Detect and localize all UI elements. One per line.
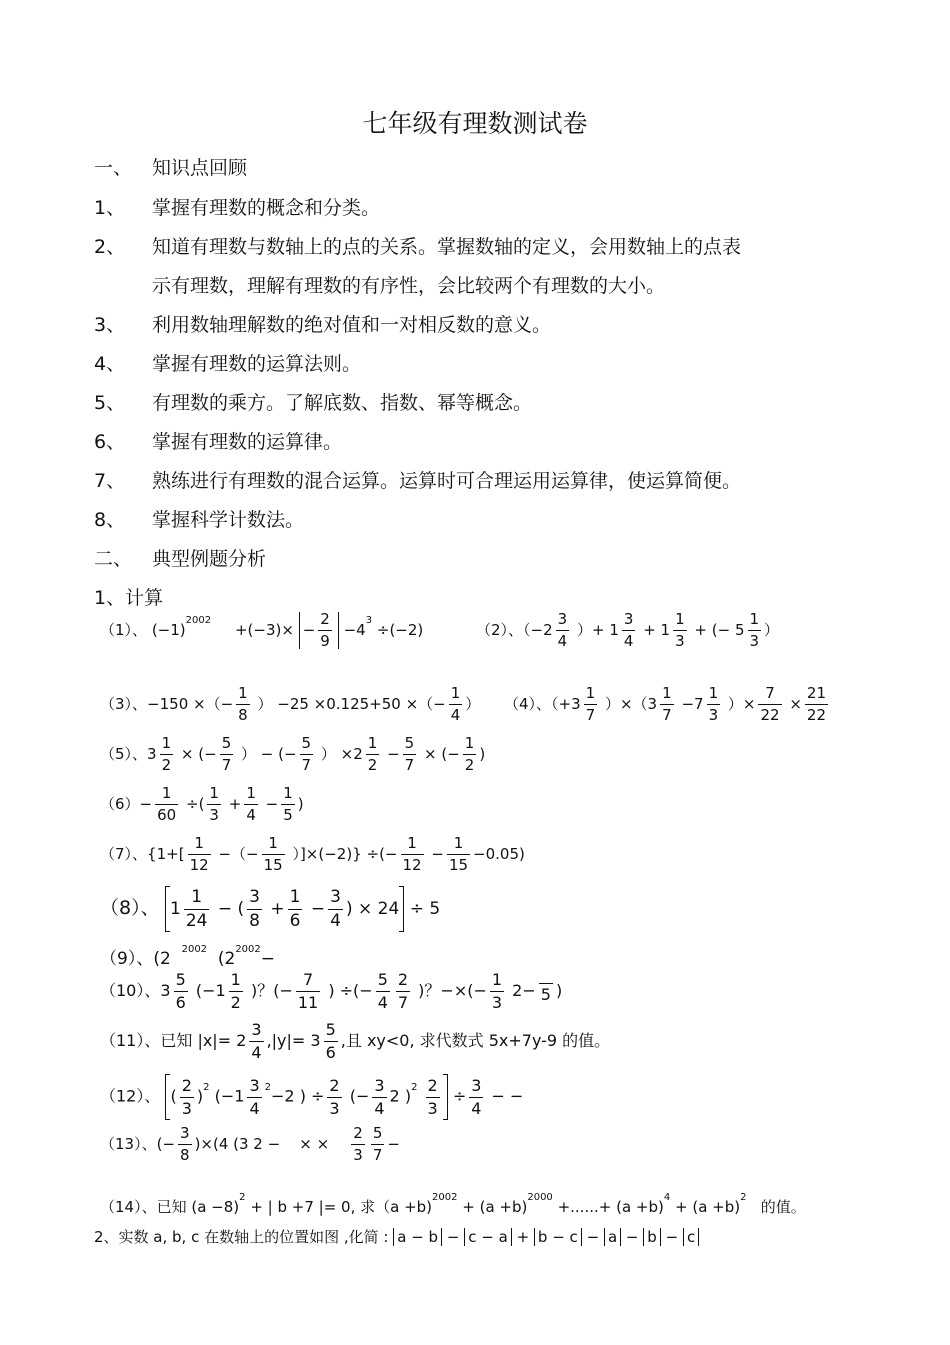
denominator: 4: [450, 706, 461, 724]
denominator: 9: [320, 632, 330, 650]
denominator: 4: [246, 806, 256, 824]
numerator: 3: [330, 886, 341, 907]
list-item: [94, 427, 342, 454]
expr-text: (−1: [195, 981, 226, 1000]
exponent: 2: [203, 1081, 210, 1093]
denominator: 7: [221, 756, 232, 774]
expr-text: −: [446, 1228, 460, 1246]
problem-label: （5）、3: [100, 745, 157, 763]
expr-text: −: [302, 621, 316, 639]
fraction: [426, 1075, 440, 1118]
fraction: [174, 972, 188, 1011]
problem-label: （13）、: [100, 1135, 157, 1153]
numerator: 1: [450, 684, 461, 702]
problem-label: （7）、{1+[: [100, 845, 185, 863]
expr-text: ×: [789, 695, 802, 713]
fraction: [300, 736, 314, 773]
denominator: 3: [181, 1098, 192, 1118]
numerator: 1: [407, 834, 417, 852]
expr-text: ） − (−: [241, 745, 297, 763]
numerator: 2: [181, 1075, 192, 1095]
expr-text: ）×（3: [604, 695, 658, 713]
numerator: 5: [301, 734, 312, 752]
expr-text: +: [516, 1228, 530, 1246]
numerator: 2: [320, 610, 330, 628]
numerator: 1: [191, 886, 203, 907]
absolute-value: [299, 612, 339, 649]
fraction: [372, 1075, 386, 1118]
expr-text: −: [310, 899, 326, 919]
expr-text: + 1: [643, 621, 671, 639]
fraction: [469, 1075, 483, 1118]
denominator: 4: [374, 1098, 385, 1118]
numerator: 1: [161, 784, 172, 802]
fraction: [247, 1075, 261, 1118]
exponent: 2: [740, 1192, 747, 1203]
problem-5: [100, 736, 485, 773]
expr-text: × ×: [299, 1135, 330, 1153]
expr-text: ）×: [727, 695, 756, 713]
expr-text: (−: [156, 1135, 176, 1153]
item-number: 6、: [94, 431, 126, 453]
fraction: [184, 886, 210, 931]
expr-text: ） ×2: [320, 745, 363, 763]
denominator: 7: [662, 706, 672, 724]
problem-7: [100, 836, 525, 873]
problem-9: [100, 944, 275, 969]
denominator: 7: [301, 756, 312, 774]
expr-text: ) × 24: [345, 899, 400, 919]
expr-text: )？−×(−: [418, 981, 487, 1000]
numerator: 1: [246, 784, 256, 802]
denominator: 2: [161, 756, 172, 774]
expr-text: (−: [349, 1086, 370, 1106]
expr-text: ) ÷(−: [328, 981, 373, 1000]
denominator: 12: [189, 856, 209, 874]
numerator: 3: [557, 610, 568, 628]
numerator: 3: [623, 610, 634, 628]
expr-text: )？(−: [250, 981, 293, 1000]
denominator: 4: [377, 993, 388, 1012]
fraction: [371, 1126, 385, 1163]
exponent: 2000: [527, 1192, 553, 1203]
section-number: 二、: [94, 548, 133, 570]
section-title: 知识点回顾: [152, 157, 248, 179]
denominator: 3: [491, 993, 503, 1012]
denominator: 15: [263, 856, 283, 874]
numerator: 1: [230, 970, 241, 989]
numerator: 7: [302, 970, 314, 989]
numerator: 1: [209, 784, 219, 802]
numerator: 1: [585, 684, 596, 702]
denominator: 8: [180, 1146, 190, 1164]
denominator: 2: [230, 993, 241, 1012]
denominator: 6: [289, 910, 301, 931]
fraction: [401, 836, 424, 873]
fraction: [288, 886, 303, 931]
fraction: [366, 736, 380, 773]
problem-label: （3）、−150 ×（−: [100, 695, 234, 713]
problem-label: （4）、（+3: [504, 695, 581, 713]
numerator: 5: [221, 734, 232, 752]
problem-label: （2）、（−2: [476, 621, 553, 639]
problem-13: [100, 1126, 400, 1163]
denominator: 22: [760, 706, 780, 724]
fraction: [396, 972, 410, 1011]
exponent: 2002: [185, 615, 212, 626]
denominator: 7: [585, 706, 596, 724]
list-item-continuation: 示有理数，理解有理数的有序性，会比较两个有理数的大小。: [152, 275, 666, 297]
denominator: 3: [749, 632, 760, 650]
section-number: 一、: [94, 157, 133, 179]
denominator: 7: [397, 993, 409, 1012]
numerator: 1: [708, 684, 719, 702]
problem-10: [100, 972, 562, 1011]
expr-text: ）: [465, 695, 481, 713]
fraction: [805, 686, 828, 723]
expr-text: ): [555, 981, 563, 1000]
expr-text: ,|y|= 3: [266, 1031, 321, 1050]
problem-label: （1）、: [100, 621, 148, 639]
expr-text: −: [265, 795, 279, 813]
expr-text: −0.05): [473, 845, 525, 863]
list-item: [94, 388, 532, 415]
denominator: 8: [249, 910, 260, 931]
fraction: [155, 786, 178, 823]
denominator: 4: [623, 632, 634, 650]
expr-text: −: [260, 949, 276, 969]
item-text: 掌握有理数的运算律。: [152, 431, 343, 453]
fraction: [249, 1022, 263, 1061]
fraction: [622, 612, 636, 649]
numerator: 5: [325, 1020, 336, 1039]
problem-1: [100, 612, 423, 649]
problem-2: [476, 612, 779, 649]
denominator: 4: [471, 1098, 482, 1118]
numerator: 5: [175, 970, 186, 989]
expr-text: +......+ (a +b): [557, 1198, 664, 1216]
numerator: 5: [377, 970, 388, 989]
fraction: [351, 1126, 365, 1163]
numerator: 1: [289, 886, 301, 907]
fraction: [244, 786, 258, 823]
exponent: 2002: [432, 1192, 458, 1203]
fraction: [707, 686, 721, 723]
section-heading-2: [94, 544, 266, 571]
denominator: 3: [708, 706, 719, 724]
question-text: 2、实数 a, b, c 在数轴上的位置如图 ,化简 :: [94, 1228, 389, 1246]
numerator: 1: [491, 970, 503, 989]
subsection-heading: 1、计算: [94, 587, 164, 609]
fraction: [281, 786, 295, 823]
expr-text: −7: [681, 695, 704, 713]
fraction: [673, 612, 687, 649]
expr-text: −: [387, 1135, 400, 1153]
question-2: [94, 1226, 699, 1247]
expr-text: ） −25 ×0.125+50 ×（−: [257, 695, 446, 713]
numerator: 7: [765, 684, 775, 702]
problem-label: （8）、: [100, 897, 160, 919]
fraction: [160, 736, 174, 773]
expr-text: ,且 xy<0, 求代数式 5x+7y-9 的值。: [340, 1031, 611, 1050]
expr-text: −4: [343, 621, 366, 639]
item-number: 1、: [94, 197, 126, 219]
expr-text: × (−: [424, 745, 460, 763]
numerator: 2: [353, 1124, 363, 1142]
problem-label: （12）、: [100, 1086, 161, 1106]
problem-11: [100, 1022, 610, 1061]
expr-text: ）]×(−2)} ÷(−: [292, 845, 398, 863]
expr-text: 的值。: [760, 1198, 806, 1216]
denominator: 3: [209, 806, 219, 824]
exponent: 2: [264, 1081, 272, 1093]
denominator: 6: [175, 993, 186, 1012]
expr-text: −: [586, 1228, 600, 1246]
denominator: 5: [540, 985, 551, 1004]
problem-12: [100, 1074, 523, 1120]
expr-text: ）+ 1: [576, 621, 619, 639]
expr-text: (−1): [151, 621, 186, 639]
problem-label: （14）、已知: [100, 1198, 187, 1216]
numerator: 2: [397, 970, 409, 989]
item-number: 3、: [94, 314, 126, 336]
denominator: 12: [402, 856, 422, 874]
numerator: 1: [367, 734, 378, 752]
expr-text: ): [297, 795, 304, 813]
expr-text: −: [387, 745, 400, 763]
item-number: 8、: [94, 509, 126, 531]
denominator: 8: [238, 706, 248, 724]
denominator: 3: [427, 1098, 438, 1118]
fraction: [180, 1075, 194, 1118]
right-bracket: [399, 886, 404, 932]
denominator: 4: [251, 1043, 262, 1062]
expr-text: + (a +b): [462, 1198, 528, 1216]
item-number: 2、: [94, 236, 126, 258]
denominator: 4: [249, 1098, 260, 1118]
problem-label: （9）、: [100, 949, 154, 969]
problem-3: [100, 686, 480, 723]
page-title: 七年级有理数测试卷: [362, 109, 588, 138]
expr-text: (−1: [214, 1086, 245, 1106]
denominator: 7: [372, 1146, 383, 1164]
numerator: 1: [268, 834, 278, 852]
expr-text: −2 ) ÷: [271, 1086, 325, 1106]
expr-text: ÷(: [186, 795, 205, 813]
expr-text: + (a +b): [675, 1198, 741, 1216]
item-text: 知道有理数与数轴上的点的关系。掌握数轴的定义，会用数轴上的点表: [152, 236, 742, 258]
item-text: 掌握科学计数法。: [152, 509, 305, 531]
fraction: [490, 972, 504, 1011]
denominator: 11: [297, 993, 319, 1012]
numerator: 21: [806, 684, 827, 702]
denominator: 15: [448, 856, 469, 874]
expr-text: (2: [217, 949, 236, 969]
expr-text: +(−3)×: [234, 621, 294, 639]
exponent: 3: [365, 615, 373, 626]
expr-text: ÷ 5: [409, 899, 441, 919]
item-text: 掌握有理数的概念和分类。: [152, 197, 381, 219]
right-bracket: [443, 1074, 448, 1120]
fraction: [220, 736, 234, 773]
item-number: 7、: [94, 470, 126, 492]
denominator: 2: [464, 756, 475, 774]
denominator: 4: [330, 910, 341, 931]
expr-text: +: [270, 899, 285, 919]
expr-text: ÷: [452, 1086, 467, 1106]
denominator: 60: [157, 806, 177, 824]
denominator: 22: [806, 706, 827, 724]
expr-text: (2: [153, 949, 171, 969]
expr-text: (a −8): [191, 1198, 240, 1216]
fraction: [262, 836, 285, 873]
list-item: [94, 505, 304, 532]
absolute-value: b − c: [534, 1228, 582, 1246]
expr-text: (: [170, 1086, 177, 1106]
fraction: [236, 686, 250, 723]
absolute-value: a: [604, 1228, 621, 1246]
problem-label: （6）−: [100, 795, 153, 813]
denominator: 7: [404, 756, 415, 774]
fraction: [463, 736, 477, 773]
numerator: 3: [251, 1020, 262, 1039]
expr-text: ）: [764, 621, 780, 639]
expr-text: + | b +7 |= 0, 求（a +b): [250, 1198, 433, 1216]
expr-text: + (− 5: [694, 621, 745, 639]
problem-label: （10）、: [100, 981, 161, 1000]
absolute-value: c: [683, 1228, 699, 1246]
list-item: [94, 466, 741, 493]
expr-text: − −: [491, 1086, 524, 1106]
problem-6: [100, 786, 304, 823]
exponent: 2002: [181, 944, 208, 955]
exponent: 2: [411, 1081, 418, 1093]
absolute-value: a − b: [393, 1228, 442, 1246]
exponent: 2002: [235, 944, 261, 955]
item-text: 掌握有理数的运算法则。: [152, 353, 362, 375]
item-text: 利用数轴理解数的绝对值和一对相反数的意义。: [152, 314, 552, 336]
problem-4: [504, 686, 831, 723]
fraction: [376, 972, 390, 1011]
expr-text: −（−: [218, 845, 259, 863]
expr-text: +: [228, 795, 242, 813]
expr-text: − (: [217, 899, 245, 919]
fraction: [324, 1022, 338, 1061]
fraction: [556, 612, 570, 649]
item-number: 4、: [94, 353, 126, 375]
fraction: [318, 612, 332, 649]
exponent: 4: [663, 1192, 671, 1203]
denominator: 4: [557, 632, 568, 650]
expr-text: −: [431, 845, 444, 863]
item-text: 熟练进行有理数的混合运算。运算时可合理运用运算律，使运算简便。: [152, 470, 742, 492]
numerator: 3: [249, 886, 260, 907]
numerator: 2: [427, 1075, 438, 1095]
numerator: 1: [675, 610, 685, 628]
numerator: 1: [194, 834, 204, 852]
section-heading-1: [94, 153, 247, 180]
numerator: 1: [238, 684, 248, 702]
fraction: [584, 686, 598, 723]
fraction: [247, 886, 262, 931]
problem-label: （11）、已知 |x|= 2: [100, 1031, 247, 1050]
problem-14: [100, 1192, 806, 1217]
fraction: [328, 886, 343, 931]
expr-text: ÷(−2): [376, 621, 424, 639]
denominator: 3: [675, 632, 685, 650]
expr-text: 2−: [512, 981, 536, 1000]
numerator: 3: [471, 1075, 482, 1095]
numerator: 1: [464, 734, 475, 752]
item-number: 5、: [94, 392, 126, 414]
numerator: 3: [249, 1075, 260, 1095]
list-item: [94, 349, 361, 376]
fraction: [229, 972, 243, 1011]
expr-text: ): [479, 745, 486, 763]
expr-text: 3: [160, 981, 171, 1000]
expr-text: 2 ): [389, 1086, 412, 1106]
expr-text: × (−: [180, 745, 217, 763]
denominator: 5: [283, 806, 293, 824]
numerator: 5: [404, 734, 415, 752]
denominator: 6: [325, 1043, 336, 1062]
exponent: 2: [239, 1192, 246, 1203]
fraction: [758, 686, 781, 723]
numerator: 1: [662, 684, 672, 702]
item-text: 有理数的乘方。了解底数、指数、幂等概念。: [152, 392, 533, 414]
fraction: [403, 736, 417, 773]
numerator: 1: [161, 734, 172, 752]
problem-8: [100, 886, 440, 932]
fraction: [207, 786, 221, 823]
fraction: [748, 612, 762, 649]
list-item: [94, 232, 741, 259]
numerator: 1: [749, 610, 760, 628]
numerator: 1: [453, 834, 464, 852]
denominator: 24: [185, 910, 208, 931]
fraction: [449, 686, 463, 723]
expr-text: −: [665, 1228, 679, 1246]
fraction: [188, 836, 211, 873]
expr-text: ): [196, 1086, 204, 1106]
fraction: [447, 836, 470, 873]
fraction: [539, 980, 553, 1003]
absolute-value: c − a: [464, 1228, 512, 1246]
denominator: 2: [367, 756, 378, 774]
fraction: [327, 1075, 341, 1118]
expr-text: 1: [170, 899, 181, 919]
denominator: 3: [329, 1098, 340, 1118]
absolute-value: b: [643, 1228, 661, 1246]
fraction: [296, 972, 320, 1011]
numerator: 3: [374, 1075, 385, 1095]
expr-text: )×(4 (3 2 −: [194, 1135, 281, 1153]
list-item: [94, 310, 551, 337]
denominator: 3: [353, 1146, 363, 1164]
list-item: [94, 193, 380, 220]
numerator: 5: [372, 1124, 383, 1142]
expr-text: −: [625, 1228, 639, 1246]
numerator: 2: [329, 1075, 340, 1095]
section-title: 典型例题分析: [152, 548, 267, 570]
fraction: [178, 1126, 192, 1163]
fraction: [660, 686, 674, 723]
numerator: 3: [180, 1124, 190, 1142]
numerator: 1: [283, 784, 293, 802]
